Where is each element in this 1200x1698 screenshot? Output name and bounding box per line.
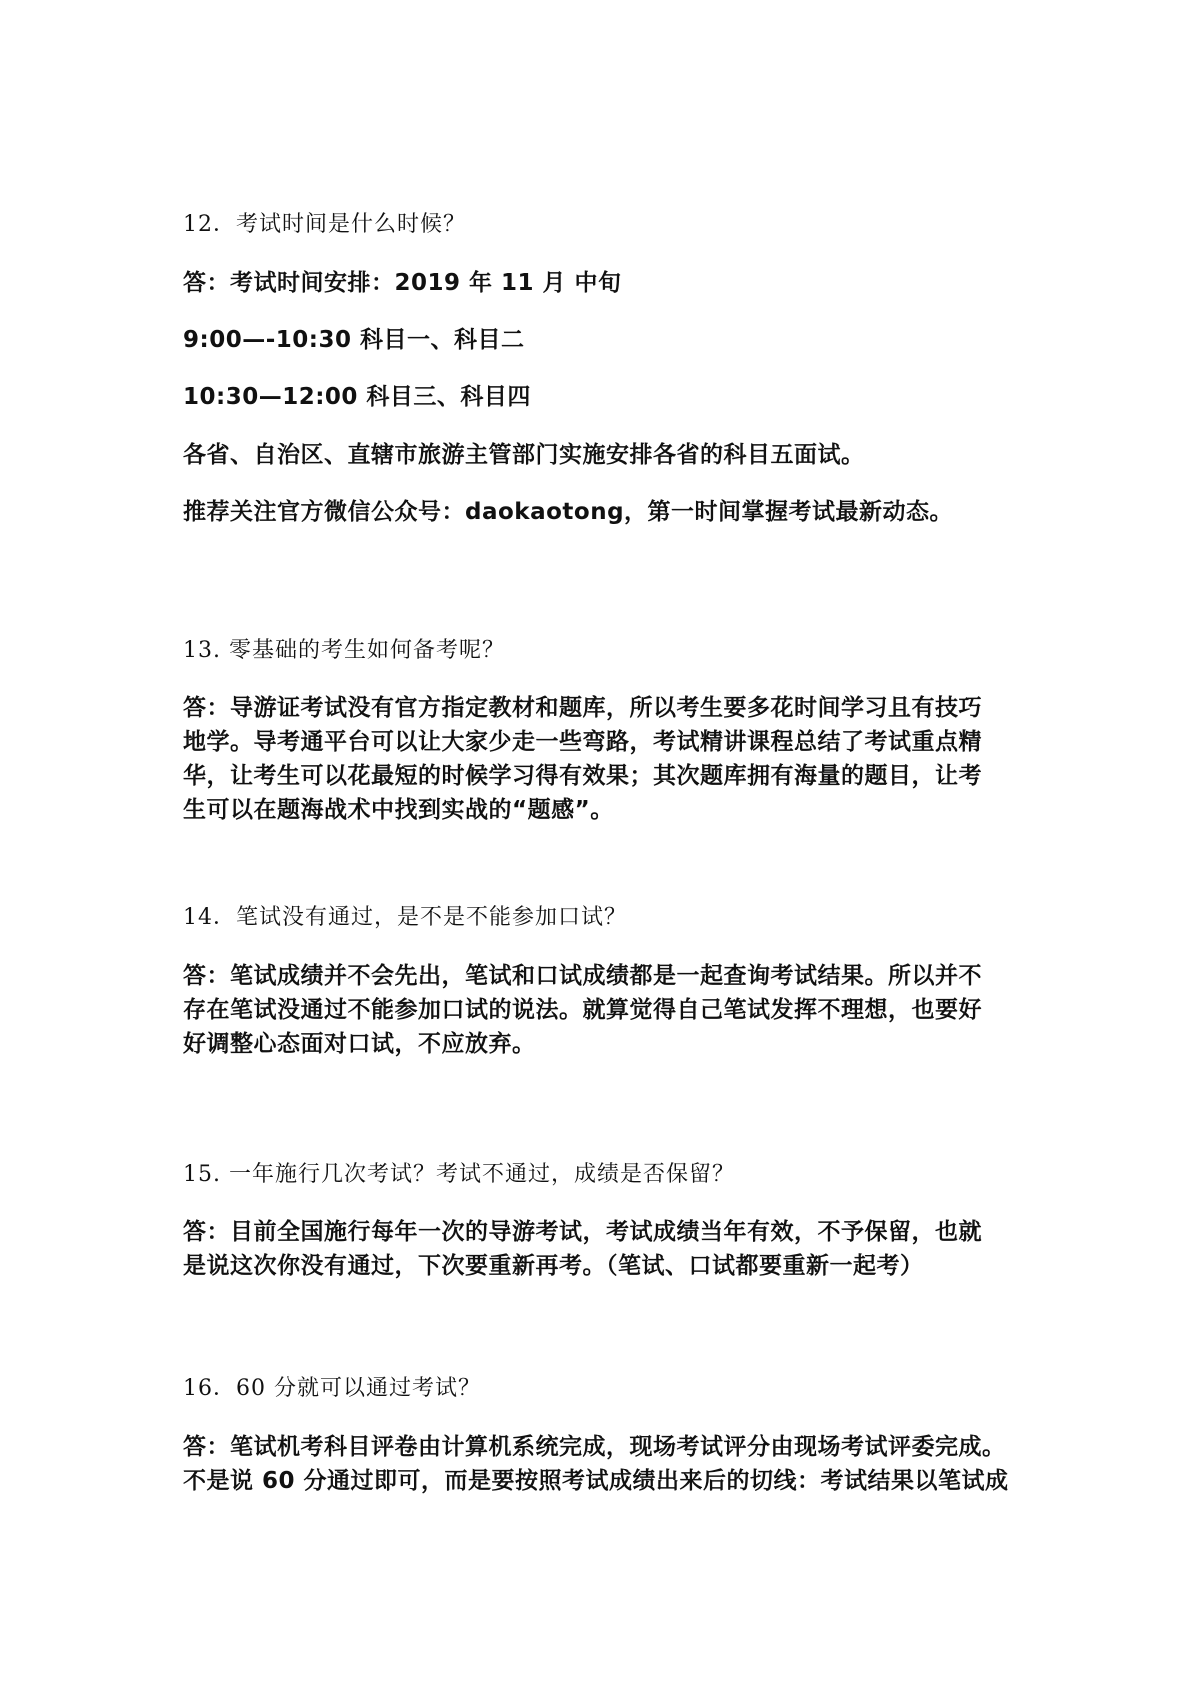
question-16: 16．60 分就可以通过考试？	[183, 1376, 481, 1401]
answer-16-line-2: 不是说 60 分通过即可，而是要按照考试成绩出来后的切线：考试结果以笔试成	[183, 1468, 1009, 1494]
answer-12-line-5: 推荐关注官方微信公众号：daokaotong，第一时间掌握考试最新动态。	[183, 499, 954, 525]
answer-14-line-2: 存在笔试没通过不能参加口试的说法。就算觉得自己笔试发挥不理想，也要好	[183, 997, 982, 1023]
answer-15	[183, 1215, 1043, 1283]
answer-14-line-1: 答：笔试成绩并不会先出，笔试和口试成绩都是一起查询考试结果。所以并不	[183, 963, 982, 989]
question-13: 13. 零基础的考生如何备考呢？	[183, 638, 505, 663]
answer-14	[183, 959, 1043, 1061]
answer-15-line-2: 是说这次你没有通过，下次要重新再考。（笔试、口试都要重新一起考）	[183, 1253, 924, 1279]
answer-12-line-3: 10:30—12:00 科目三、科目四	[183, 384, 531, 410]
answer-13-line-4: 生可以在题海战术中找到实战的“题感”。	[183, 797, 614, 823]
answer-13-line-1: 答：导游证考试没有官方指定教材和题库，所以考生要多花时间学习且有技巧	[183, 695, 982, 721]
question-14: 14．笔试没有通过，是不是不能参加口试？	[183, 905, 627, 930]
answer-13	[183, 691, 1043, 827]
answer-13-line-2: 地学。导考通平台可以让大家少走一些弯路，考试精讲课程总结了考试重点精	[183, 729, 982, 755]
answer-16	[183, 1430, 1043, 1498]
answer-15-line-1: 答：目前全国施行每年一次的导游考试，考试成绩当年有效，不予保留，也就	[183, 1219, 982, 1245]
answer-12-line-1: 答：考试时间安排：2019 年 11 月 中旬	[183, 270, 622, 296]
answer-16-line-1: 答：笔试机考科目评卷由计算机系统完成，现场考试评分由现场考试评委完成。	[183, 1434, 1006, 1460]
question-12: 12．考试时间是什么时候？	[183, 212, 466, 237]
answer-12-line-2: 9:00—-10:30 科目一、科目二	[183, 327, 525, 353]
answer-14-line-3: 好调整心态面对口试，不应放弃。	[183, 1031, 536, 1057]
answer-12-line-4: 各省、自治区、直辖市旅游主管部门实施安排各省的科目五面试。	[183, 442, 865, 468]
answer-13-line-3: 华，让考生可以花最短的时候学习得有效果；其次题库拥有海量的题目，让考	[183, 763, 982, 789]
question-15: 15. 一年施行几次考试？考试不通过，成绩是否保留？	[183, 1162, 735, 1187]
